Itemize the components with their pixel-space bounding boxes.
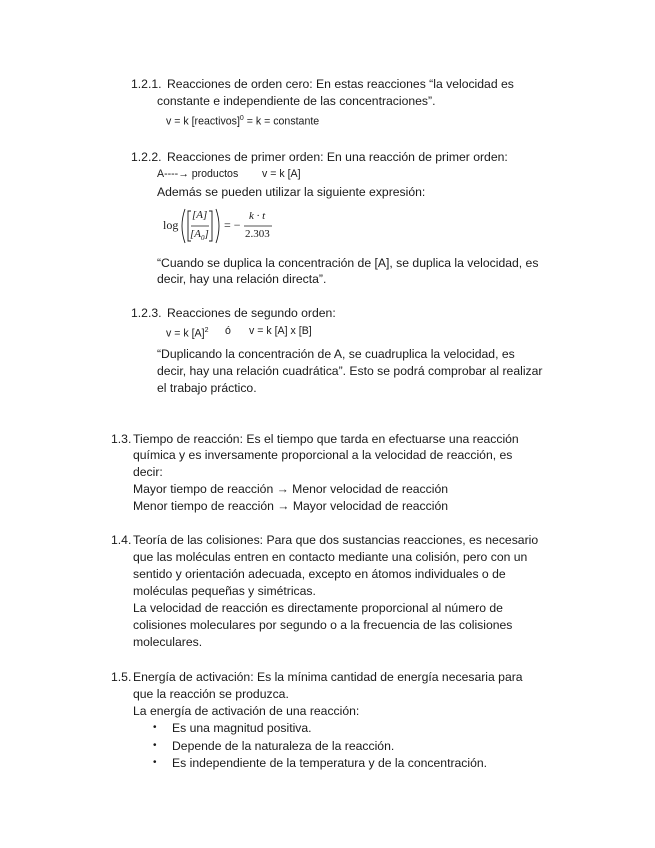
section-1-2-1-heading: [131, 76, 514, 92]
relation-text: Mayor velocidad de reacción: [289, 499, 449, 513]
paragraph-line: moléculas pequeñas y simétricas.: [133, 584, 316, 598]
arrow-icon: →: [178, 168, 189, 180]
section-number: 1.2.3.: [131, 306, 162, 320]
relation-line: [133, 481, 448, 497]
fraction-denominator: 2.303: [245, 228, 270, 240]
list-item: Es independiente de la temperatura y de la concentración.: [172, 756, 488, 770]
paragraph-line: decir:: [133, 465, 163, 479]
formula-second-order-b: v = k [A] x [B]: [249, 325, 312, 337]
section-1-4-heading: [111, 532, 538, 548]
paragraph-line: que las moléculas entren en contacto mediante una colisión, pero con un: [133, 550, 528, 564]
formula-zero-order: [166, 111, 319, 130]
denominator-text: [A: [190, 228, 201, 240]
relation-text: Menor velocidad de reacción: [288, 482, 449, 496]
subscript: 0: [201, 234, 205, 243]
formula-text: = k = constante: [243, 115, 320, 128]
section-number: 1.4.: [111, 533, 132, 547]
denominator-text: ]: [204, 228, 209, 240]
relation-line: [133, 498, 448, 514]
list-item: Depende de la naturaleza de la reacción.: [172, 739, 395, 753]
formula-exponent: 2: [204, 327, 209, 334]
log-denominator: [190, 228, 209, 242]
bullet-icon: •: [153, 757, 157, 768]
quote-line: decir, hay una relación cuadrática”. Esto se podrá comprobar al realizar: [157, 364, 543, 378]
paragraph-line: Teoría de las colisiones: Para que dos sustancias reacciones, es necesario: [133, 533, 539, 547]
formula-second-order-a: [166, 323, 208, 342]
quote-line: “Cuando se duplica la concentración de [A], se duplica la velocidad, es: [157, 256, 539, 270]
relation-text: Mayor tiempo de reacción: [133, 482, 277, 496]
formula-or: ó: [225, 325, 231, 337]
paragraph-line: constante e independiente de las concentraciones”.: [157, 94, 436, 108]
bullet-icon: •: [153, 740, 157, 751]
section-number: 1.2.1.: [131, 77, 162, 91]
section-number: 1.5.: [111, 670, 132, 684]
paragraph-line: La energía de activación de una reacción:: [133, 704, 360, 718]
paragraph-line: colisiones moleculares por segundo o a la frecuencia de las colisiones: [133, 618, 513, 632]
log-formula: [163, 206, 283, 246]
section-1-5-heading: [111, 669, 523, 685]
fraction-numerator: k · t: [249, 210, 266, 222]
reactant-text: A----: [157, 168, 179, 180]
formula-exponent: 0: [239, 115, 244, 122]
bullet-icon: •: [153, 722, 157, 733]
paragraph-line: Reacciones de primer orden: En una reacción de primer orden:: [167, 150, 508, 164]
paragraph-line: química y es inversamente proporcional a la velocidad de reacción, es: [133, 448, 513, 462]
product-text: productos: [188, 168, 239, 180]
paragraph-line: Energía de activación: Es la mínima cantidad de energía necesaria para: [133, 670, 523, 684]
paragraph-line: Además se pueden utilizar la siguiente expresión:: [157, 185, 426, 199]
quote-line: decir, hay una relación directa”.: [157, 272, 327, 286]
section-1-3-heading: [111, 431, 519, 447]
paragraph-line: La velocidad de reacción es directamente proporcional al número de: [133, 601, 503, 615]
paragraph-line: sentido y orientación adecuada, excepto en átomos individuales o de: [133, 567, 506, 581]
quote-line: el trabajo práctico.: [157, 381, 257, 395]
section-1-2-3-heading: [131, 305, 336, 321]
quote-line: “Duplicando la concentración de A, se cuadruplica la velocidad, es: [157, 347, 515, 361]
paragraph-line: Reacciones de orden cero: En estas reacciones “la velocidad es: [167, 77, 514, 91]
formula-text: v = k [A]: [166, 327, 205, 340]
paragraph-line: Tiempo de reacción: Es el tiempo que tarda en efectuarse una reacción: [133, 432, 519, 446]
log-numerator: [A]: [192, 209, 208, 221]
equals-sign: = −: [224, 218, 241, 232]
log-label: log: [163, 218, 179, 232]
relation-text: Menor tiempo de reacción: [133, 499, 278, 513]
paragraph-line: Reacciones de segundo orden:: [167, 306, 336, 320]
arrow-icon: →: [276, 482, 289, 496]
paragraph-line: moleculares.: [133, 635, 203, 649]
arrow-icon: →: [277, 499, 290, 513]
list-item: Es una magnitud positiva.: [172, 721, 312, 735]
paragraph-line: que la reacción se produzca.: [133, 687, 289, 701]
section-number: 1.2.2.: [131, 150, 162, 164]
section-1-2-2-heading: [131, 149, 508, 165]
formula-text: v = k [reactivos]: [166, 115, 240, 128]
reaction-equation: [157, 166, 238, 182]
section-number: 1.3.: [111, 432, 132, 446]
rate-equation: v = k [A]: [262, 168, 301, 180]
